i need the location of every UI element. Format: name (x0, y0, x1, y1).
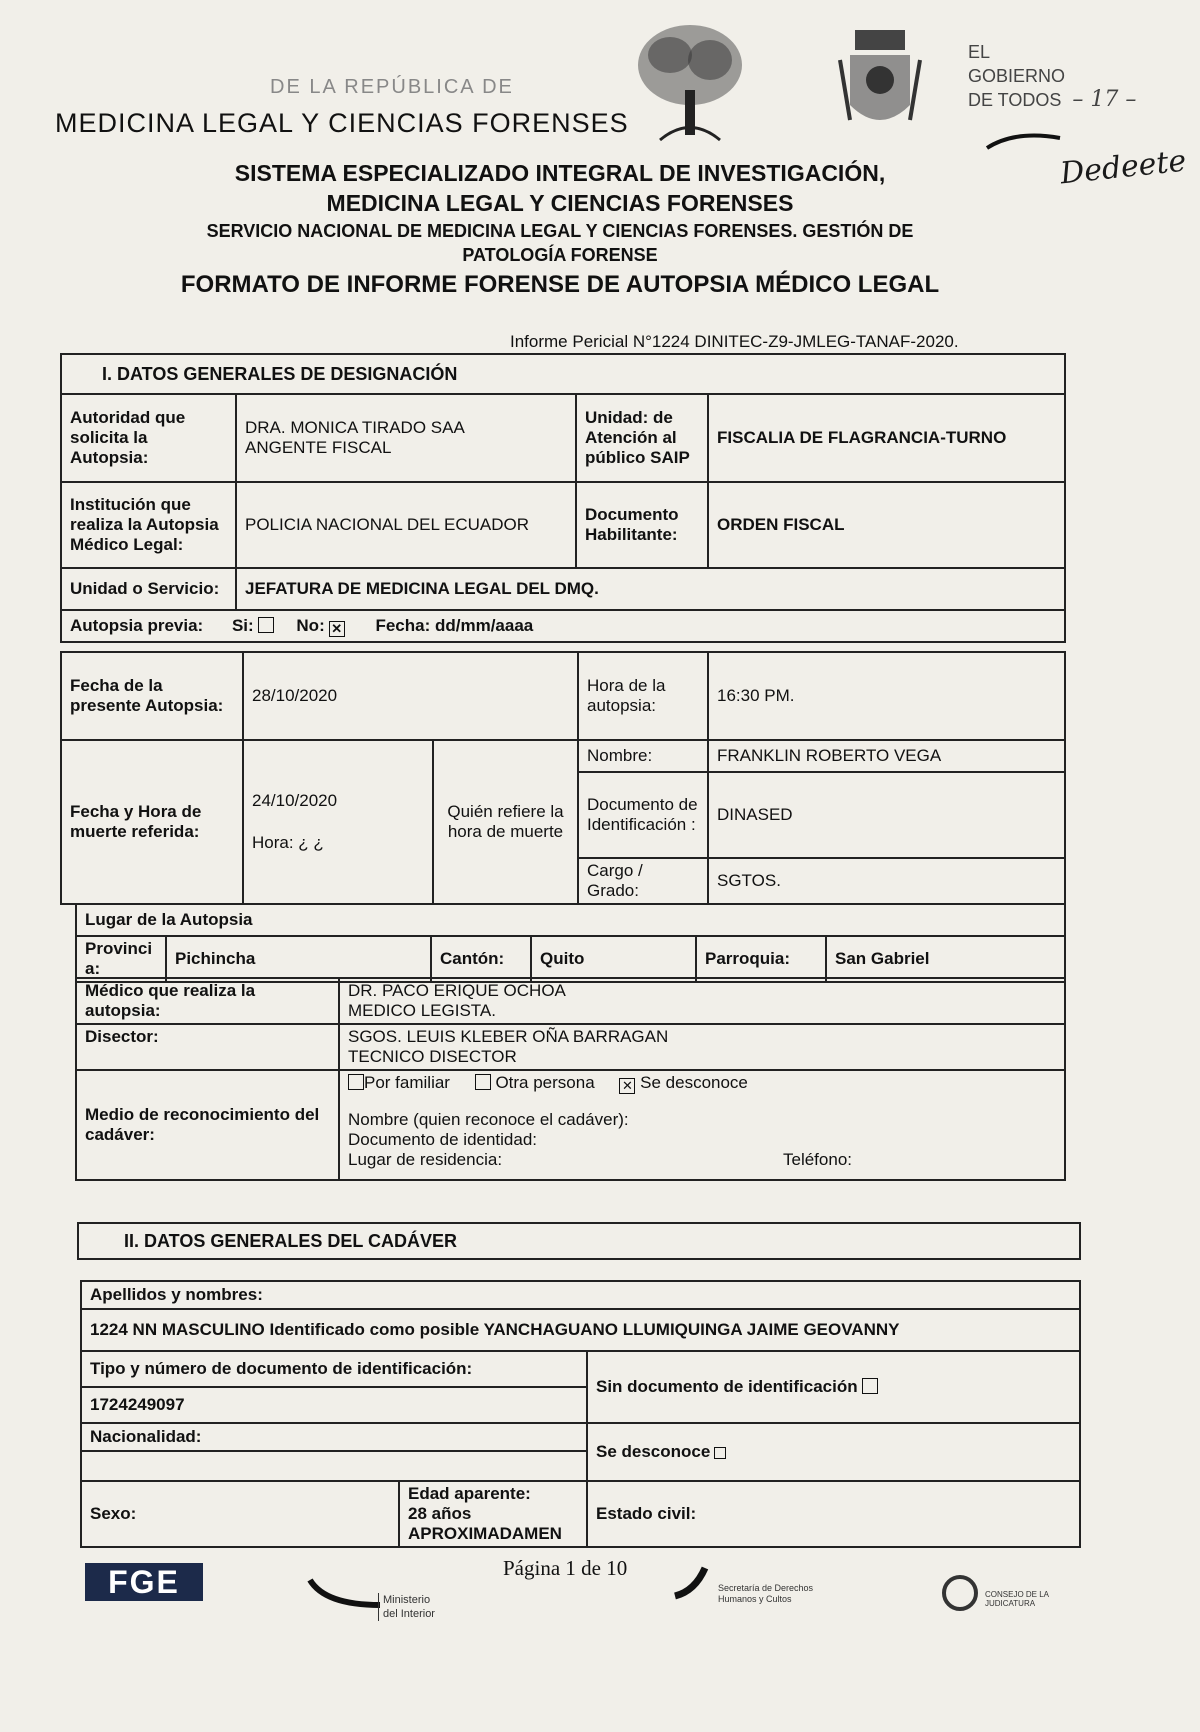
si-checkbox[interactable] (258, 617, 274, 633)
lugar-table (75, 903, 1066, 983)
ministerio-logo: Ministerio del Interior (378, 1593, 435, 1621)
autoridad-label: Autoridad que solicita la Autopsia: (61, 394, 236, 482)
tipo-doc-value: 1724249097 (81, 1387, 587, 1423)
signature-stroke-icon (985, 128, 1065, 158)
nacionalidad-value (81, 1451, 587, 1481)
nombre-label: Nombre: (578, 740, 708, 772)
institucion-value: POLICIA NACIONAL DEL ECUADOR (236, 482, 576, 568)
provincia-label: Provinci a: (76, 936, 166, 982)
fge-logo: FGE (85, 1563, 203, 1601)
fecha-autopsia-value: 28/10/2020 (243, 652, 578, 740)
report-number: Informe Pericial N°1224 DINITEC-Z9-JMLEG-TANAF-2020. (510, 332, 959, 351)
canton-value: Quito (531, 936, 696, 982)
documento-habilitante-label: Documento Habilitante: (576, 482, 708, 568)
institution-name: MEDICINA LEGAL Y CIENCIAS FORENSES (55, 108, 629, 138)
judicatura-logo-text: CONSEJO DE LA JUDICATURA (985, 1590, 1049, 1608)
sdh-logo-icon (670, 1566, 715, 1602)
sin-doc-cell: Sin documento de identificación (587, 1351, 1080, 1423)
faint-header-line: DE LA REPÚBLICA DE (270, 76, 514, 98)
lugar-label: Lugar de la Autopsia (76, 904, 1065, 936)
tipo-doc-label: Tipo y número de documento de identificación: (81, 1351, 587, 1387)
section-2-title-table (77, 1222, 1081, 1260)
title-line-2: MEDICINA LEGAL Y CIENCIAS FORENSES (326, 190, 794, 216)
provincia-value: Pichincha (166, 936, 431, 982)
autopsia-previa-row: Autopsia previa: Si: No: ✕ Fecha: dd/mm/aaaa (61, 610, 1065, 642)
nacionalidad-desconoce-checkbox[interactable] (714, 1447, 726, 1459)
page-number: Página 1 de 10 (503, 1556, 628, 1580)
signature: Dedeete (1058, 143, 1188, 192)
disector-value: SGOS. LEUIS KLEBER OÑA BARRAGAN TECNICO DISECTOR (339, 1024, 1065, 1070)
unidad-servicio-label: Unidad o Servicio: (61, 568, 236, 610)
edad-cell: Edad aparente: 28 años APROXIMADAMEN (399, 1481, 587, 1547)
section-2-table (80, 1280, 1081, 1548)
disector-label: Disector: (76, 1024, 339, 1070)
quien-refiere-label: Quién refiere la hora de muerte (433, 740, 578, 904)
se-desconoce-checkbox-checked[interactable]: ✕ (619, 1078, 635, 1094)
parroquia-label: Parroquia: (696, 936, 826, 982)
no-checkbox-checked[interactable]: ✕ (329, 621, 345, 637)
fecha-autopsia-label: Fecha de la presente Autopsia: (61, 652, 243, 740)
section-1-dates-table (60, 651, 1066, 905)
fecha-muerte-label: Fecha y Hora de muerte referida: (61, 740, 243, 904)
medio-reconocimiento-label: Medio de reconocimiento del cadáver: (76, 1070, 339, 1180)
fecha-muerte-value: 24/10/2020 Hora: ¿ ¿ (243, 740, 433, 904)
ministerio-swoosh-icon (305, 1575, 385, 1615)
judicatura-logo-icon (938, 1573, 982, 1613)
documento-habilitante-value: ORDEN FISCAL (708, 482, 1065, 568)
medico-value: DR. PACO ERIQUE OCHOA MEDICO LEGISTA. (339, 978, 1065, 1024)
form-title: FORMATO DE INFORME FORENSE DE AUTOPSIA MÉDICO LEGAL (180, 271, 940, 298)
unidad-servicio-value: JEFATURA DE MEDICINA LEGAL DEL DMQ. (236, 568, 1065, 610)
sdh-logo-text: Secretaría de Derechos Humanos y Cultos (718, 1583, 814, 1604)
section-2-title: II. DATOS GENERALES DEL CADÁVER (78, 1223, 1080, 1259)
nacionalidad-label: Nacionalidad: (81, 1423, 587, 1451)
section-1-table (60, 353, 1066, 643)
unidad-atencion-label: Unidad: de Atención al público SAIP (576, 394, 708, 482)
apellidos-value: 1224 NN MASCULINO Identificado como posible YANCHAGUANO LLUMIQUINGA JAIME GEOVANNY (81, 1309, 1080, 1351)
cargo-label: Cargo / Grado: (578, 858, 708, 904)
subtitle-line-2: PATOLOGÍA FORENSE (462, 245, 658, 265)
parroquia-value: San Gabriel (826, 936, 1065, 982)
sexo-label: Sexo: (81, 1481, 399, 1547)
doc-ident-label: Documento de Identificación : (578, 772, 708, 858)
title-line-1: SISTEMA ESPECIALIZADO INTEGRAL DE INVESTIGACIÓN, (234, 160, 886, 186)
hora-autopsia-value: 16:30 PM. (708, 652, 1065, 740)
tree-logo-icon (630, 20, 750, 150)
otra-persona-checkbox[interactable] (475, 1074, 491, 1090)
institucion-label: Institución que realiza la Autopsia Médico Legal: (61, 482, 236, 568)
canton-label: Cantón: (431, 936, 531, 982)
medico-table (75, 977, 1066, 1181)
hora-autopsia-label: Hora de la autopsia: (578, 652, 708, 740)
apellidos-label: Apellidos y nombres: (81, 1281, 1080, 1309)
autoridad-value: DRA. MONICA TIRADO SAA ANGENTE FISCAL (236, 394, 576, 482)
section-1-title: I. DATOS GENERALES DE DESIGNACIÓN (61, 354, 1065, 394)
doc-ident-value: DINASED (708, 772, 1065, 858)
unidad-atencion-value: FISCALIA DE FLAGRANCIA-TURNO (708, 394, 1065, 482)
coat-of-arms-icon (835, 20, 925, 145)
cargo-value: SGTOS. (708, 858, 1065, 904)
por-familiar-checkbox[interactable] (348, 1074, 364, 1090)
subtitle-line-1: SERVICIO NACIONAL DE MEDICINA LEGAL Y CIENCIAS FORENSES. GESTIÓN DE (206, 221, 914, 241)
medico-label: Médico que realiza la autopsia: (76, 978, 339, 1024)
se-desconoce-cell: Se desconoce (587, 1423, 1080, 1481)
sin-doc-checkbox[interactable] (862, 1378, 878, 1394)
estado-civil-label: Estado civil: (587, 1481, 1080, 1547)
nombre-value: FRANKLIN ROBERTO VEGA (708, 740, 1065, 772)
medio-reconocimiento-value: Por familiar Otra persona ✕ Se desconoce Nombre (quien reconoce el cadáver): Documento de identidad: Lugar de residencia: Teléfono: (339, 1070, 1065, 1180)
government-label: EL GOBIERNO DE TODOS – 17 – (968, 42, 1137, 112)
